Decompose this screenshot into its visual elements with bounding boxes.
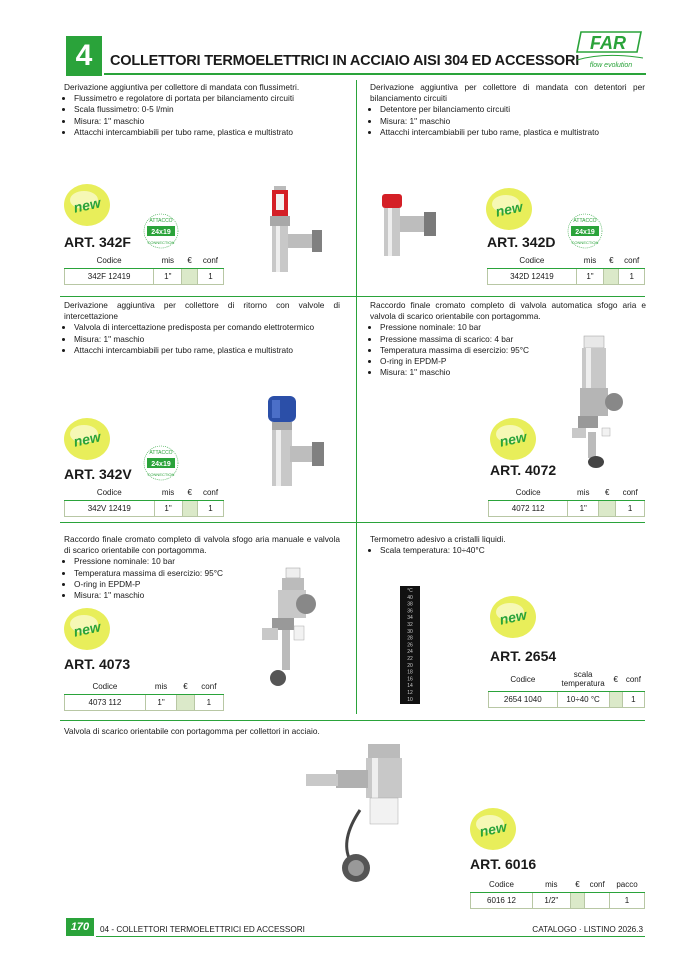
product-4073-image — [258, 566, 318, 692]
strip-scale-label: 14 — [407, 683, 413, 690]
strip-scale-label: 16 — [407, 676, 413, 683]
svg-text:CONNECTION: CONNECTION — [147, 240, 175, 245]
strip-scale-label: 20 — [407, 662, 413, 669]
product-2654-description: Termometro adesivo a cristalli liquidi. • Scala temperatura: 10÷40°C — [370, 534, 646, 556]
new-badge — [488, 416, 538, 462]
product-4073-description: Raccordo finale cromato completo di valvola sfogo aria manuale e valvola di scarico orientabile con portagomma. • Pressione nominale: 10 bar • Temperatura massima di esercizio: 95°C • O-ring in EPDM-P • Misura: 1" maschio — [64, 534, 340, 601]
spec-table-342v: Codice mis € conf 342V 12419 1" 1 — [64, 486, 224, 517]
product-342d-image — [376, 192, 446, 260]
article-4072: ART. 4072 — [490, 462, 557, 478]
article-342f: ART. 342F — [64, 234, 131, 250]
svg-text:ATTACCO: ATTACCO — [149, 218, 173, 224]
spec-table-342d: Codice mis € conf 342D 12419 1" 1 — [487, 254, 645, 285]
product-6016-description: Valvola di scarico orientabile con portagomma per collettori in acciaio. — [64, 726, 320, 736]
column-divider — [356, 80, 357, 522]
new-badge — [484, 186, 534, 232]
page-title: COLLETTORI TERMOELETTRICI IN ACCIAIO AISI 304 ED ACCESSORI — [110, 53, 580, 69]
product-4072-image — [566, 332, 636, 482]
new-badge — [62, 606, 112, 652]
product-342d-description: Derivazione aggiuntiva per collettore di mandata con detentori per bilanciamento circuiti • Detentore per bilanciamento circuiti • Misura: 1" maschio • Attacchi intercambiabili per tubo rame, plastica e multistrato — [370, 82, 645, 138]
product-342f-description: Derivazione aggiuntiva per collettore di mandata con flussimetri. • Flussimetro e regolatore di portata per bilanciamento circuiti • Scala flussimetro: 0-5 l/min • Misura: 1" maschio • Attacchi intercambiabili per tubo rame, plastica e multistrato — [64, 82, 349, 138]
svg-text:ATTACCO: ATTACCO — [573, 218, 597, 224]
strip-scale-label: 40 — [407, 594, 413, 601]
product-4072-description: Raccordo finale cromato completo di valvola automatica sfogo aria e valvola di scarico orientabile con portagomma. • Pressione nominale: 10 bar • Pressione massima di scarico: 4 bar • Temperatura massima di esercizio: 95°C • O-ring in EPDM-P • Misura: 1" maschio — [370, 300, 646, 378]
svg-text:new: new — [478, 818, 508, 840]
spec-table-4073: Codice mis € conf 4073 112 1" 1 — [64, 680, 224, 711]
strip-scale-label: 26 — [407, 642, 413, 649]
connection-badge — [142, 212, 180, 250]
article-6016: ART. 6016 — [470, 856, 537, 872]
product-342v-image — [262, 392, 332, 492]
svg-text:new: new — [72, 618, 102, 640]
column-divider-2 — [356, 522, 357, 714]
footer-rule — [96, 936, 645, 937]
title-rule — [104, 73, 646, 75]
svg-text:new: new — [494, 198, 524, 220]
strip-scale-label: 34 — [407, 615, 413, 622]
new-badge — [468, 806, 518, 852]
article-4073: ART. 4073 — [64, 656, 131, 672]
strip-scale-label: °C — [407, 588, 413, 594]
product-342f-image — [262, 182, 332, 278]
spec-table-6016: Codice mis € conf pacco 6016 12 1/2" 1 — [470, 878, 645, 909]
strip-scale-label: 22 — [407, 656, 413, 662]
logo-text: FAR — [590, 33, 626, 53]
svg-text:24x19: 24x19 — [151, 229, 171, 236]
row-divider-2 — [60, 522, 645, 523]
product-342v-description: Derivazione aggiuntiva per collettore di ritorno con valvole di intercettazione • Valvola di intercettazione predisposta per comando elettrotermico • Misura: 1" maschio • Attacchi intercambiabili per tubo rame, plastica e multistrato — [64, 300, 340, 356]
new-badge — [488, 594, 538, 640]
strip-scale-label: 38 — [407, 601, 413, 608]
svg-text:new: new — [72, 428, 102, 450]
new-badge — [62, 416, 112, 462]
svg-text:ATTACCO: ATTACCO — [149, 450, 173, 456]
svg-text:CONNECTION: CONNECTION — [571, 240, 599, 245]
strip-scale-label: 32 — [407, 622, 413, 628]
thermometer-strip — [400, 586, 420, 704]
connection-badge — [142, 444, 180, 482]
page-number: 170 — [66, 918, 94, 936]
strip-scale-label: 18 — [407, 669, 413, 676]
strip-scale-label: 24 — [407, 649, 413, 656]
footer-catalog: CATALOGO · LISTINO 2026.3 — [532, 925, 643, 934]
svg-text:24x19: 24x19 — [575, 229, 595, 236]
svg-text:new: new — [72, 194, 102, 216]
article-2654: ART. 2654 — [490, 648, 557, 664]
spec-table-342f: Codice mis € conf 342F 12419 1" 1 — [64, 254, 224, 285]
article-342v: ART. 342V — [64, 466, 132, 482]
logo-tagline: flow evolution — [589, 62, 633, 69]
chapter-number: 4 — [66, 36, 102, 76]
row-divider-1 — [60, 296, 645, 297]
strip-scale-label: 36 — [407, 608, 413, 615]
new-badge — [62, 182, 112, 228]
strip-scale-label: 12 — [407, 690, 413, 696]
far-logo — [575, 30, 645, 70]
svg-text:new: new — [498, 428, 528, 450]
strip-scale-label: 30 — [407, 628, 413, 635]
svg-text:24x19: 24x19 — [151, 461, 171, 468]
connection-badge — [566, 212, 604, 250]
svg-text:CONNECTION: CONNECTION — [147, 472, 175, 477]
spec-table-2654: Codice scala temperatura € conf 2654 1040 10÷40 °C 1 — [488, 668, 645, 708]
footer-section: 04 - COLLETTORI TERMOELETTRICI ED ACCESSORI — [100, 925, 305, 934]
spec-table-4072: Codice mis € conf 4072 112 1" 1 — [488, 486, 645, 517]
article-342d: ART. 342D — [487, 234, 556, 250]
row-divider-3 — [60, 720, 645, 721]
strip-scale-label: 10 — [407, 696, 413, 703]
strip-scale-label: 28 — [407, 635, 413, 642]
svg-text:new: new — [498, 606, 528, 628]
product-6016-image — [300, 740, 410, 892]
